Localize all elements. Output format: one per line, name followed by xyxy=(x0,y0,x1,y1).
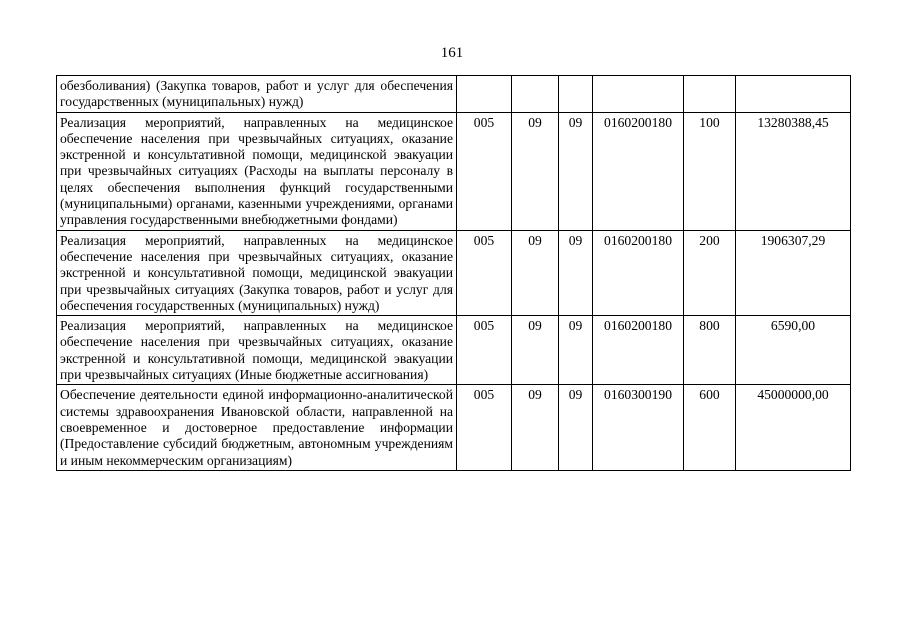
row-description: обезболивания) (Закупка товаров, работ и услуг для обеспечения государственных (муниципальных) нужд) xyxy=(57,76,457,113)
target-article-code: 0160200180 xyxy=(593,316,684,385)
target-article-code: 0160200180 xyxy=(593,230,684,315)
table-row xyxy=(57,385,851,470)
table-row xyxy=(57,230,851,315)
section-code: 09 xyxy=(512,112,559,230)
amount xyxy=(736,76,851,113)
ministry-code: 005 xyxy=(457,112,512,230)
ministry-code: 005 xyxy=(457,230,512,315)
subsection-code: 09 xyxy=(559,385,593,470)
subsection-code: 09 xyxy=(559,316,593,385)
subsection-code xyxy=(559,76,593,113)
subsection-code: 09 xyxy=(559,230,593,315)
subsection-code: 09 xyxy=(559,112,593,230)
ministry-code xyxy=(457,76,512,113)
row-description: Обеспечение деятельности единой информационно-аналитической системы здравоохранения Ивановской области, направленной на своевременное и достоверное предоставление информации (Предоставление субсидий бюджетным, автономным учреждениям и иным некоммерческим организациям) xyxy=(57,385,457,470)
expense-type-code: 800 xyxy=(684,316,736,385)
table-row xyxy=(57,112,851,230)
target-article-code xyxy=(593,76,684,113)
amount: 45000000,00 xyxy=(736,385,851,470)
expense-type-code: 200 xyxy=(684,230,736,315)
expense-type-code: 600 xyxy=(684,385,736,470)
section-code: 09 xyxy=(512,316,559,385)
expense-type-code xyxy=(684,76,736,113)
amount: 6590,00 xyxy=(736,316,851,385)
budget-table xyxy=(56,75,851,471)
table-row xyxy=(57,76,851,113)
section-code xyxy=(512,76,559,113)
amount: 1906307,29 xyxy=(736,230,851,315)
ministry-code: 005 xyxy=(457,316,512,385)
target-article-code: 0160200180 xyxy=(593,112,684,230)
row-description: Реализация мероприятий, направленных на медицинское обеспечение населения при чрезвычайных ситуациях, оказание экстренной и консультативной помощи, медицинской эвакуации при чрезвычайных ситуациях (Закупка товаров, работ и услуг для обеспечения государственных (муниципальных) нужд) xyxy=(57,230,457,315)
target-article-code: 0160300190 xyxy=(593,385,684,470)
amount: 13280388,45 xyxy=(736,112,851,230)
ministry-code: 005 xyxy=(457,385,512,470)
section-code: 09 xyxy=(512,385,559,470)
section-code: 09 xyxy=(512,230,559,315)
table-row xyxy=(57,316,851,385)
expense-type-code: 100 xyxy=(684,112,736,230)
row-description: Реализация мероприятий, направленных на медицинское обеспечение населения при чрезвычайных ситуациях, оказание экстренной и консультативной помощи, медицинской эвакуации при чрезвычайных ситуациях (Иные бюджетные ассигнования) xyxy=(57,316,457,385)
row-description: Реализация мероприятий, направленных на медицинское обеспечение населения при чрезвычайных ситуациях, оказание экстренной и консультативной помощи, медицинской эвакуации при чрезвычайных ситуациях (Расходы на выплаты персоналу в целях обеспечения выполнения функций государственными (муниципальными) органами, казенными учреждениями, органами управления государственными внебюджетными фондами) xyxy=(57,112,457,230)
page-number: 161 xyxy=(440,45,464,61)
